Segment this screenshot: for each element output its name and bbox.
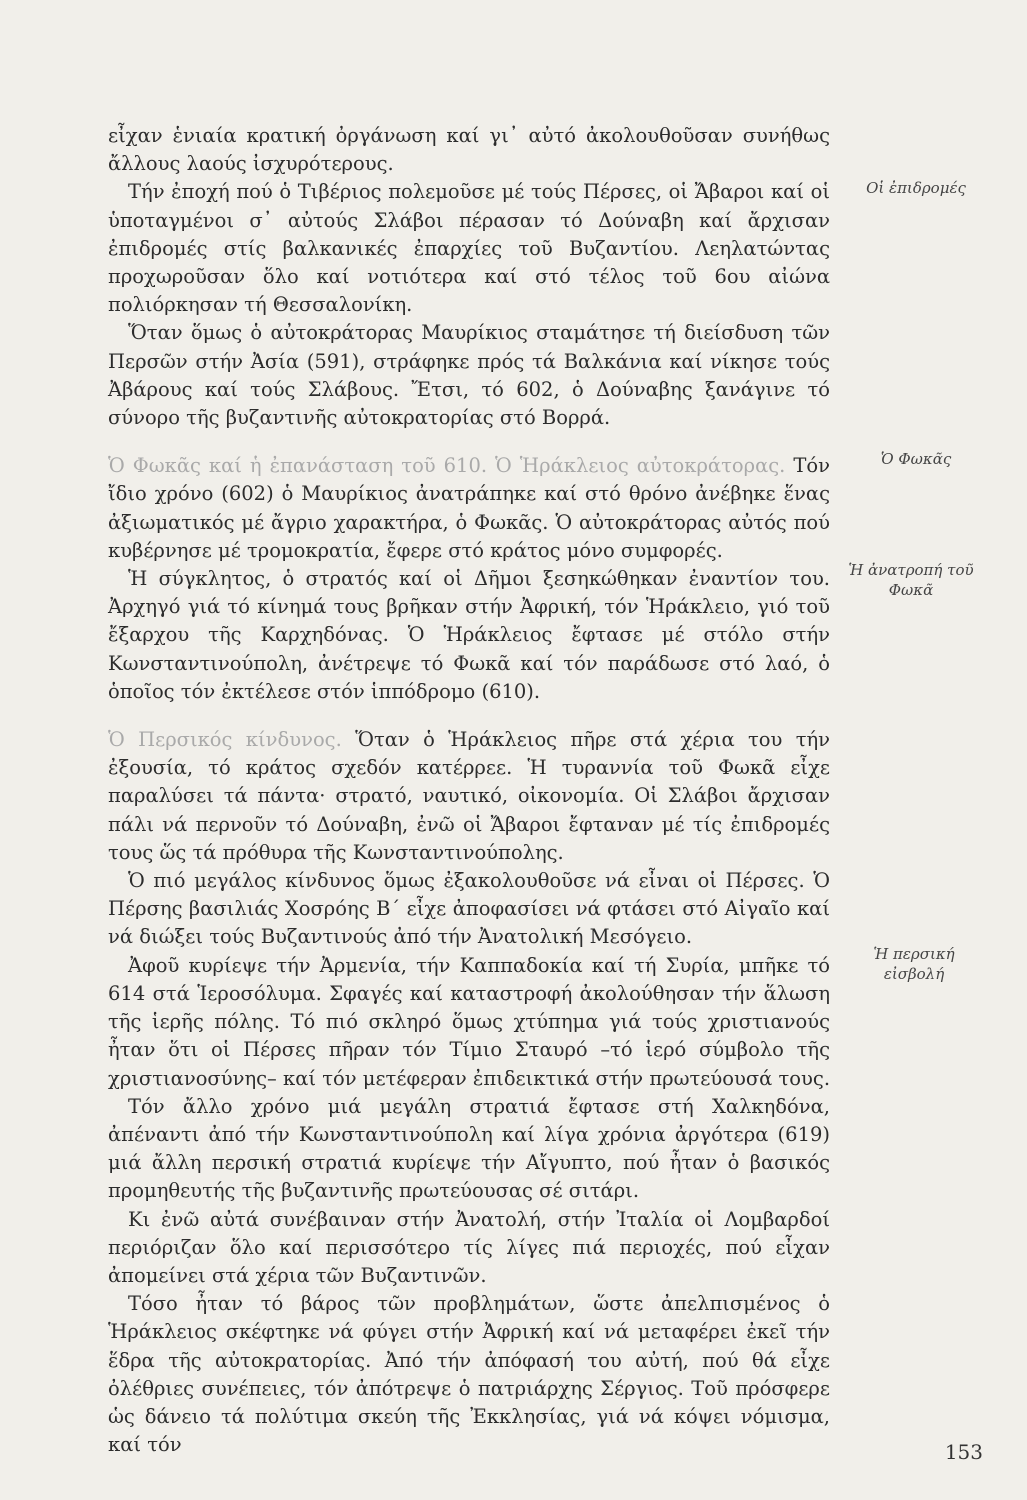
section-paragraph <box>108 726 830 867</box>
main-text <box>108 122 830 1459</box>
section-heading-persian-danger: Ὁ Περσικός κίνδυνος. <box>108 728 342 752</box>
paragraph: Κι ἐνῶ αὐτά συνέβαιναν στήν Ἀνατολή, στήν Ἰταλία οἱ Λομβαρδοί περιόριζαν ὅλο καί περισσότερο τίς λίγες πιά περιοχές, πού εἶχαν ἀπομείνει στά χέρια τῶν Βυζαντινῶν. <box>108 1207 830 1287</box>
margin-note-overthrow: Ἡ ἀνατροπή τοῦ Φωκᾶ <box>848 561 974 599</box>
section-paragraph <box>108 452 830 565</box>
paragraph: Ἀφοῦ κυρίεψε τήν Ἀρμενία, τήν Καππαδοκία καί τή Συρία, μπῆκε τό 614 στά Ἱεροσόλυμα. Σφαγές καί καταστροφή ἀκολούθησαν τήν ἅλωση τῆς ἱερῆς πόλης. Τό πιό σκληρό ὅμως χτύπημα γιά τούς χριστιανούς ἦταν ὅτι οἱ Πέρσες πῆραν τόν Τίμιο Σταυρό –τό ἱερό σύμβολο τῆς χριστιανοσύνης– καί τόν μετέφεραν ἐπιδεικτικά στήν πρωτεύουσά τους. <box>108 953 831 1090</box>
margin-note-persian-invasion: Ἡ περσική εἰσβολή <box>873 945 955 983</box>
paragraph-text: Ὅταν ὁ Ἡράκλειος πῆρε στά χέρια του τήν ἐξουσία, τό κράτος σχεδόν κατέρρεε. Ἡ τυραννία τοῦ Φωκᾶ εἶχε παραλύσει τά πάντα· στρατό, ναυτικό, οἰκονομία. Οἱ Σλάβοι ἄρχισαν πάλι νά περνοῦν τό Δούναβη, ἐνῶ οἱ Ἄβαροι ἔφταναν μέ τίς ἐπιδρομές τους ὥς τά πρόθυρα τῆς Κωνσταντινούπολης. <box>108 728 831 864</box>
paragraph: Τήν ἐποχή πού ὁ Τιβέριος πολεμοῦσε μέ τούς Πέρσες, οἱ Ἄβαροι καί οἱ ὑποταγμένοι σ᾽ αὐτούς Σλάβοι πέρασαν τό Δούναβη καί ἄρχισαν ἐπιδρομές στίς βαλκανικές ἐπαρχίες τοῦ Βυζαντίου. Λεηλατώντας προχωροῦσαν ὅλο καί νοτιότερα καί στό τέλος τοῦ 6ου αἰώνα πολιόρκησαν τή Θεσσαλονίκη. <box>108 180 830 317</box>
paragraph: Ἡ σύγκλητος, ὁ στρατός καί οἱ Δῆμοι ξεσηκώθηκαν ἐναντίον του. Ἀρχηγό γιά τό κίνημά τους βρῆκαν στήν Ἀφρική, τόν Ἡράκλειο, γιό τοῦ ἔξαρχου τῆς Καρχηδόνας. Ὁ Ἡράκλειος ἔφτασε μέ στόλο στήν Κωνσταντινούπολη, ἀνέτρεψε τό Φωκᾶ καί τόν παράδωσε στό λαό, ὁ ὁποῖος τόν ἐκτέλεσε στόν ἱππόδρομο (610). <box>108 567 830 703</box>
paragraph: εἶχαν ἑνιαία κρατική ὀργάνωση καί γι᾽ αὐτό ἀκολουθοῦσαν συνήθως ἄλλους λαούς ἰσχυρότερους. <box>108 124 830 176</box>
paragraph: Τόν ἄλλο χρόνο μιά μεγάλη στρατιά ἔφτασε στή Χαλκηδόνα, ἀπέναντι ἀπό τήν Κωνσταντινούπολη καί λίγα χρόνια ἀργότερα (619) μιά ἄλλη περσική στρατιά κυρίεψε τήν Αἴγυπτο, πού ἦταν ὁ βασικός προμηθευτής τῆς βυζαντινῆς πρωτεύουσας σέ σιτάρι. <box>108 1094 830 1203</box>
paragraph-text: Τόν ἴδιο χρόνο (602) ὁ Μαυρίκιος ἀνατράπηκε καί στό θρόνο ἀνέβηκε ἕνας ἀξιωματικός μέ ἄγριο χαρακτήρα, ὁ Φωκᾶς. Ὁ αὐτοκράτορας αὐτός πού κυβέρνησε μέ τρομοκρατία, ἔφερε στό κράτος μόνο συμφορές. <box>108 454 830 562</box>
margin-note-invasions: Οἱ ἐπιδρομές <box>866 179 966 197</box>
paragraph: Ὁ πιό μεγάλος κίνδυνος ὅμως ἐξακολουθοῦσε νά εἶναι οἱ Πέρσες. Ὁ Πέρσης βασιλιάς Χοσρόης Β´ εἶχε ἀποφασίσει νά φτάσει στό Αἰγαῖο καί νά διώξει τούς Βυζαντινούς ἀπό τήν Ἀνατολική Μεσόγειο. <box>108 869 830 949</box>
paragraph: Τόσο ἦταν τό βάρος τῶν προβλημάτων, ὥστε ἀπελπισμένος ὁ Ἡράκλειος σκέφτηκε νά φύγει στήν Ἀφρική καί νά μεταφέρει ἐκεῖ τήν ἕδρα τῆς αὐτοκρατορίας. Ἀπό τήν ἀπόφασή του αὐτή, πού θά εἶχε ὀλέθριες συνέπειες, τόν ἀπότρεψε ὁ πατριάρχης Σέργιος. Τοῦ πρόσφερε ὡς δάνειο τά πολύτιμα σκεύη τῆς Ἐκκλησίας, γιά νά κόψει νόμισμα, καί τόν <box>108 1292 830 1457</box>
page-number: 153 <box>944 1440 983 1464</box>
margin-note-phokas: Ὁ Φωκᾶς <box>880 450 952 468</box>
paragraph: Ὅταν ὅμως ὁ αὐτοκράτορας Μαυρίκιος σταμάτησε τή διείσδυση τῶν Περσῶν στήν Ἀσία (591), στράφηκε πρός τά Βαλκάνια καί νίκησε τούς Ἀβάρους καί τούς Σλάβους. Ἔτσι, τό 602, ὁ Δούναβης ξανάγινε τό σύνορο τῆς βυζαντινῆς αὐτοκρατορίας στό Βορρά. <box>108 321 830 430</box>
section-heading-phokas: Ὁ Φωκᾶς καί ἡ ἐπανάσταση τοῦ 610. Ὁ Ἡράκλειος αὐτοκράτορας. <box>108 454 786 478</box>
